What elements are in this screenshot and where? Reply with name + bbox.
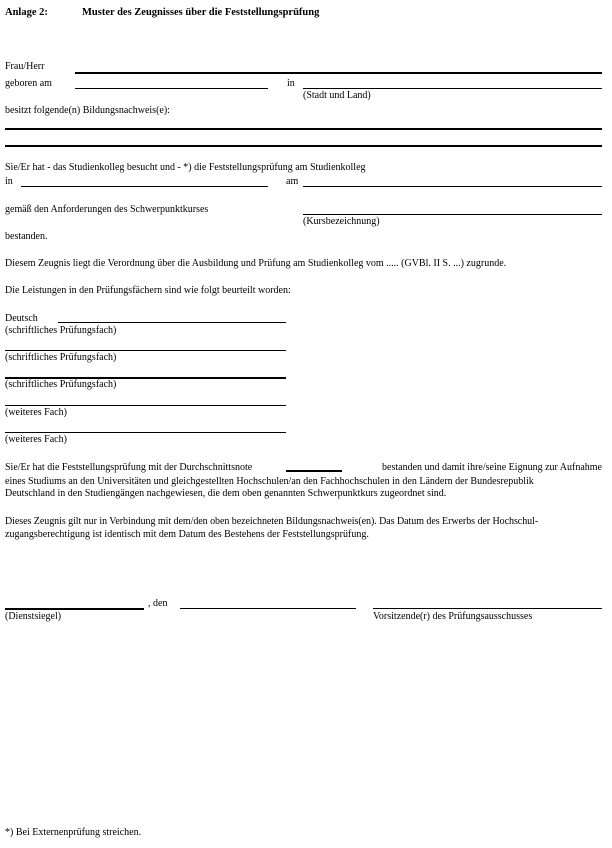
result-text-start: Sie/Er hat die Feststellungsprüfung mit der Durchschnittsnote xyxy=(5,462,253,473)
grades-intro: Die Leistungen in den Prüfungsfächern sind wie folgt beurteilt worden: xyxy=(5,285,291,296)
birthdate-line[interactable] xyxy=(75,88,268,89)
chair-signature-line[interactable] xyxy=(373,608,602,609)
city-country-caption: (Stadt und Land) xyxy=(303,90,371,101)
subject-caption-written-2: (schriftliches Prüfungsfach) xyxy=(5,352,117,363)
passed-text: bestanden. xyxy=(5,231,48,242)
exam-in-label: in xyxy=(5,176,13,187)
subject-caption-further-1: (weiteres Fach) xyxy=(5,407,67,418)
grade-line-further-2[interactable] xyxy=(5,432,286,433)
annex-label: Anlage 2: xyxy=(5,7,48,18)
credentials-label: besitzt folgende(n) Bildungsnachweis(e): xyxy=(5,105,170,116)
signature-date-line[interactable] xyxy=(180,608,356,609)
result-text-line-3: Deutschland in den Studiengängen nachgewiesen, die dem oben genannten Schwerpunktkurs zugeordnet sind. xyxy=(5,488,447,499)
credentials-line-2[interactable] xyxy=(5,145,602,147)
exam-date-line[interactable] xyxy=(303,186,602,187)
course-line[interactable] xyxy=(303,214,602,215)
born-label: geboren am xyxy=(5,78,52,89)
document-title: Muster des Zeugnisses über die Feststellungsprüfung xyxy=(82,7,320,18)
subject-caption-further-2: (weiteres Fach) xyxy=(5,434,67,445)
credentials-line-1[interactable] xyxy=(5,128,602,130)
subject-caption-written-3: (schriftliches Prüfungsfach) xyxy=(5,379,117,390)
validity-text-line-2: zugangsberechtigung ist identisch mit dem Datum des Bestehens der Feststellungsprüfung. xyxy=(5,529,369,540)
grade-line-further-1[interactable] xyxy=(5,405,286,406)
grade-line-written-2[interactable] xyxy=(5,350,286,351)
seal-line[interactable] xyxy=(5,608,144,610)
regulation-text: Diesem Zeugnis liegt die Verordnung über die Ausbildung und Prüfung am Studienkolleg vom ..... (GVBl. II S. ...) zugrunde. xyxy=(5,258,507,269)
result-text-end: bestanden und damit ihre/seine Eignung zur Aufnahme xyxy=(382,462,602,473)
name-line[interactable] xyxy=(75,72,602,74)
result-text-line-2: eines Studiums an den Universitäten und gleichgestellten Hochschulen/an den Fachhochschulen in den Ländern der Bundesrepublik xyxy=(5,476,534,487)
seal-caption: (Dienstsiegel) xyxy=(5,611,62,622)
footnote: *) Bei Externenprüfung streichen. xyxy=(5,827,142,838)
den-label: , den xyxy=(148,598,168,609)
college-place-line[interactable] xyxy=(21,186,268,187)
requirements-text: gemäß den Anforderungen des Schwerpunktkurses xyxy=(5,204,209,215)
subject-deutsch: Deutsch xyxy=(5,313,38,324)
average-grade-line[interactable] xyxy=(286,470,342,472)
chair-caption: Vorsitzende(r) des Prüfungsausschusses xyxy=(373,611,533,622)
salutation-label: Frau/Herr xyxy=(5,61,45,72)
validity-text-line-1: Dieses Zeugnis gilt nur in Verbindung mit dem/den oben bezeichneten Bildungsnachweis(en). Das Datum des Erwerbs der Hochschul- xyxy=(5,516,539,527)
subject-caption-written-1: (schriftliches Prüfungsfach) xyxy=(5,325,117,336)
exam-am-label: am xyxy=(286,176,299,187)
course-caption: (Kursbezeichnung) xyxy=(303,216,380,227)
attended-text: Sie/Er hat - das Studienkolleg besucht und - *) die Feststellungsprüfung am Studienkolleg xyxy=(5,162,366,173)
birthplace-in-label: in xyxy=(287,78,295,89)
birthplace-line[interactable] xyxy=(303,88,602,89)
grade-line-deutsch[interactable] xyxy=(58,322,286,323)
